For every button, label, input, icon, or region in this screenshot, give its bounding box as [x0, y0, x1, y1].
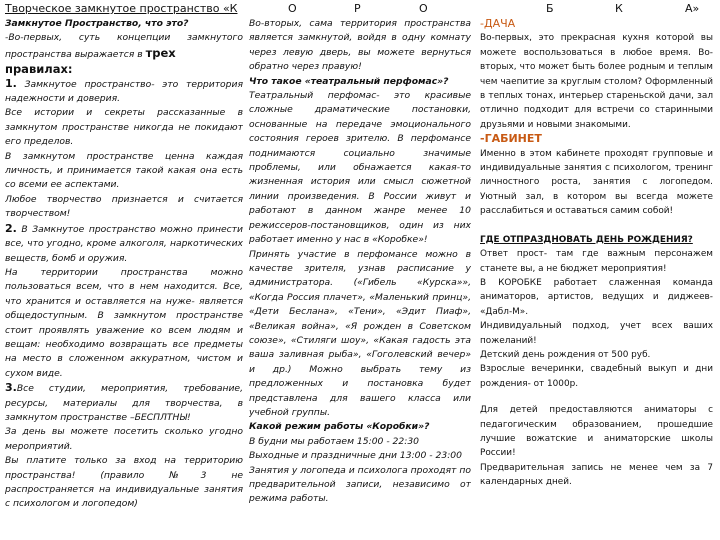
price-children: Детский день рождения от 500 руб.: [480, 349, 651, 360]
title-letter-2: Р: [354, 2, 361, 15]
paragraph: Вы платите только за вход на территорию пространства! (правило №3 не распространяется на индивидуальные занятия с психологом и логопедом): [5, 455, 243, 510]
spacer: [480, 219, 713, 233]
paragraph: Ответ прост- там где важным персонажем станете вы, а не бюджет мероприятия!: [480, 249, 713, 274]
document-title: [5, 1, 715, 16]
rule-number: 3.: [5, 381, 17, 395]
question-heading: Что такое «театральный перфомас»?: [249, 75, 449, 87]
paragraph: Индивидуальный подход, учет всех ваших пожеланий!: [480, 321, 713, 346]
spacer: [480, 391, 713, 403]
paragraph: Во-первых, это прекрасная кухня которой вы можете воспользоваться в любое время. Во-вторых, что может быть более родным и теплым чем чаепитие за круглым столом? Оформленный в теплых тонах, интерьер стареньской дачи, зал отлично подходит для встречи со старинными друзьями и новыми знакомыми.: [480, 33, 713, 130]
column-left: [5, 17, 243, 537]
paragraph: Во-вторых, сама территория пространства является замкнутой, войдя в одну комнату через левую дверь, вы можете вернуться обратно через правую!: [249, 18, 471, 73]
paragraph: Любое творчество признается и считается творчеством!: [5, 193, 243, 220]
rule-3: [5, 381, 243, 425]
section-heading-dacha: -ДАЧА: [480, 17, 516, 30]
rule-text: Все студии, мероприятия, требование, ресурсы, материалы для творчества, в замкнутом пространстве –БЕСПЛТНЫ!: [5, 383, 243, 423]
birthday-heading: ГДЕ ОТПРАЗДНОВАТЬ ДЕНЬ РОЖДЕНИЯ?: [480, 234, 693, 245]
schedule-weekdays: В будни мы работаем 15:00 - 22:30: [249, 435, 420, 447]
rule-number: 1.: [5, 76, 17, 90]
column-middle: [249, 17, 471, 537]
paragraph: Именно в этом кабинете проходят групповые и индивидуальные занятия с психологом, тренинг личностного роста, занятия с логопедом. Уютный зал, в котором вы всегда можете расслабиться и оставаться самим собой!: [480, 148, 713, 217]
title-letter-1: О: [288, 2, 297, 15]
title-letter-4: Б: [546, 2, 554, 15]
rule-text: В Замкнутое пространство можно принести все, что угодно, кроме алкоголя, наркотических веществ, бомб и оружия.: [5, 223, 243, 264]
price-adults: Взрослые вечеринки, свадебный выкуп и дни рождения- от 1000р.: [480, 364, 713, 389]
emphasis-text: трех: [145, 45, 176, 60]
rule-1: [5, 77, 243, 107]
rule-text: Замкнутое пространство- это территория надежности и доверия.: [5, 78, 243, 105]
paragraph: Предварительная запись не менее чем за 7 календарных дней.: [480, 462, 713, 488]
paragraph: Для детей предоставляются аниматоры с педагогическим образованием, прошедшие лучшие вожатские и аниматорские школы России!: [480, 405, 713, 459]
title-text: Творческое замкнутое пространство «К: [5, 2, 238, 15]
paragraph: В замкнутом пространстве ценна каждая личность, и принимается такой какая она есть со всеми ее аспектами.: [5, 150, 243, 191]
paragraph: [5, 31, 243, 62]
rule-number: 2.: [5, 221, 17, 235]
paragraph: Все истории и секреты рассказанные в замкнутом пространстве никогда не покидают его пределов.: [5, 107, 243, 148]
schedule-weekends: Выходные и праздничные дни 13:00 - 23:00: [249, 450, 462, 462]
paragraph: На территории пространства можно пользоваться всем, что в нем находится. Все, что хранится и оставляется на нуже- является общедоступным. В замкнутом пространстве стоит проявлять уважение ко всем людям и вещам: необходимо возвращать все предметы на место в сложенном аккуратном, чистом и сухом виде.: [5, 266, 243, 379]
paragraph: Принять участие в перфомансе можно в качестве зрителя, узнав расписание у администратора. («Гибель «Курска»», «Когда Россия плачет», «Маленький принц», «Дети Беслана», «Тени», «Эдит Пиаф», «Великая война», «Я рожден в Советском союзе», «Стиляги шоу», «Какая гадость эта ваша заливная рыба», «Гоголевский вечер» и др.) Можно выбрать тему из предложенных и постановка будет представлена для вашего класса или учебной группы.: [249, 248, 471, 418]
paragraph: В КОРОБКЕ работает слаженная команда аниматоров, артистов, ведущих и диджеев- «Дабл-М».: [480, 277, 713, 317]
question-heading: Какой режим работы «Коробки»?: [249, 421, 430, 433]
paragraph: За день вы можете посетить сколько угодно мероприятий.: [5, 426, 243, 452]
question-heading: Замкнутое Пространство, что это?: [5, 18, 189, 29]
rules-heading: правилах:: [5, 62, 73, 77]
section-heading-kabinet: -ГАБИНЕТ: [480, 132, 542, 146]
rule-2: [5, 222, 243, 266]
title-letter-3: О: [419, 2, 428, 15]
paragraph: Театральный перфомас- это красивые сложные драматические постановки, основанные на передаче эмоционального состояния героев зрителю. В перфомансе поднимаются социально значимые проблемы, или обнажается какая-то жизненная история или смысл сюжетной линии произведения. В России живут и работают в данном жанре менее 10 режиссеров-постановщиков, один из них работает именно у нас в «Коробке»!: [249, 90, 471, 246]
paragraph: Занятия у логопеда и психолога проходят по предварительной записи, независимо от режима работы.: [249, 464, 471, 505]
title-letter-6: А»: [685, 2, 700, 15]
paragraph-text: -Во-первых, суть концепции замкнутого пространства выражается в: [5, 32, 243, 60]
column-right: [480, 17, 713, 537]
title-letter-5: К: [615, 2, 623, 15]
